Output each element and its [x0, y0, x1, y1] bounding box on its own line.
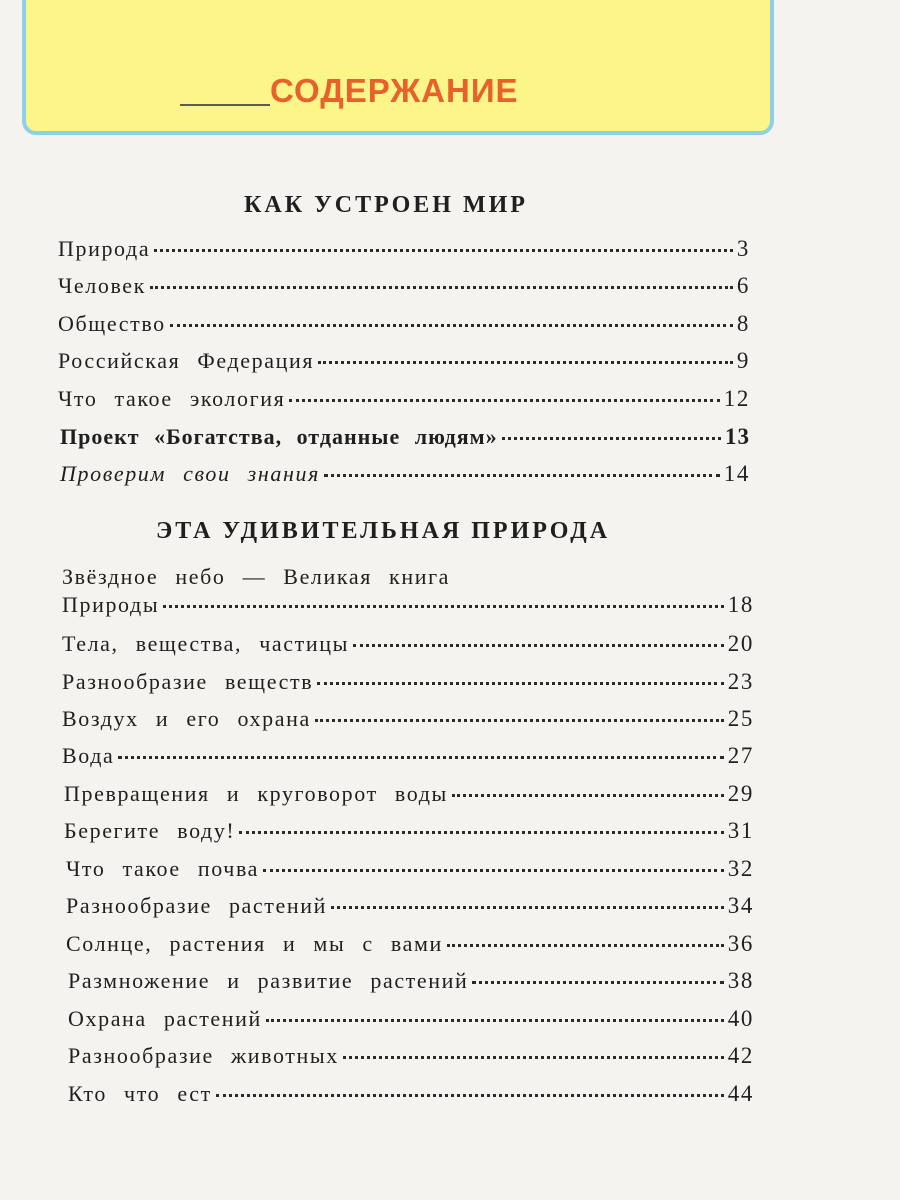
toc-entry-page: 25: [727, 706, 754, 731]
dot-leader: [318, 361, 733, 364]
toc-entry-page: 38: [727, 968, 754, 993]
dot-leader: [331, 906, 724, 909]
dot-leader: [150, 286, 733, 289]
dot-leader: [118, 756, 723, 759]
dot-leader: [315, 719, 724, 722]
toc-entry-check[interactable]: [60, 461, 750, 487]
dot-leader: [317, 682, 724, 685]
toc-entry-project[interactable]: [60, 424, 750, 450]
dot-leader: [472, 981, 723, 984]
toc-entry-page: 8: [736, 311, 750, 336]
toc-entry-title: Общество: [58, 311, 166, 336]
dot-leader: [324, 474, 720, 477]
toc-entry-title: Разнообразие растений: [66, 893, 327, 918]
toc-entry[interactable]: [68, 1081, 754, 1107]
toc-entry-title: Разнообразие веществ: [62, 669, 314, 694]
dot-leader: [154, 249, 733, 252]
toc-entry[interactable]: [62, 743, 754, 769]
dot-leader: [266, 1019, 724, 1022]
toc-entry-page: 18: [727, 592, 754, 617]
toc-entry-page: 9: [736, 348, 750, 373]
toc-entry[interactable]: [66, 893, 754, 919]
toc-entry-title: Что такое экология: [58, 386, 286, 411]
toc-entry-page: 20: [727, 631, 754, 656]
section-title-amazing-nature: ЭТА УДИВИТЕЛЬНАЯ ПРИРОДА: [156, 518, 611, 544]
toc-entry[interactable]: [66, 856, 754, 882]
toc-entry-page: 14: [723, 461, 750, 486]
dot-leader: [343, 1056, 724, 1059]
toc-entry-title: Природы: [62, 592, 160, 617]
page-title: СОДЕРЖАНИЕ: [270, 72, 519, 109]
toc-entry[interactable]: [58, 348, 750, 374]
toc-entry-page: 44: [727, 1081, 754, 1106]
toc-entry-page: 42: [727, 1043, 754, 1068]
toc-entry[interactable]: [68, 1043, 754, 1069]
toc-entry-title: Вода: [62, 743, 115, 768]
dot-leader: [353, 644, 724, 647]
toc-entry-title: Солнце, растения и мы с вами: [66, 931, 443, 956]
toc-entry-page: 40: [727, 1006, 754, 1031]
toc-entry[interactable]: [62, 631, 754, 657]
dot-leader: [263, 869, 724, 872]
toc-entry-title: Воздух и его охрана: [62, 706, 311, 731]
toc-entry-page: 32: [727, 856, 754, 881]
toc-entry[interactable]: [66, 931, 754, 957]
toc-entry[interactable]: [62, 592, 754, 618]
dot-leader: [502, 437, 721, 440]
toc-entry[interactable]: [62, 669, 754, 695]
toc-entry[interactable]: [64, 781, 754, 807]
toc-entry-title: Превращения и круговорот воды: [64, 781, 448, 806]
toc-entry-page: 34: [727, 893, 754, 918]
toc-entry-page: 23: [727, 669, 754, 694]
header-banner: [22, 0, 774, 135]
toc-entry-title: Проект «Богатства, отданные людям»: [60, 424, 498, 449]
banner-rule: [180, 104, 270, 106]
toc-entry-title: Берегите воду!: [64, 818, 236, 843]
toc-entry-page: 6: [736, 273, 750, 298]
toc-entry-title: Размножение и развитие растений: [68, 968, 469, 993]
toc-entry-title: Человек: [58, 273, 146, 298]
toc-entry[interactable]: [62, 706, 754, 732]
toc-entry-page: 12: [723, 386, 750, 411]
toc-entry-title-line1: Звёздное небо — Великая книга: [62, 564, 451, 589]
toc-entry-title: Разнообразие животных: [68, 1043, 339, 1068]
dot-leader: [216, 1094, 724, 1097]
toc-entry[interactable]: [68, 1006, 754, 1032]
toc-entry-title: Охрана растений: [68, 1006, 262, 1031]
toc-entry-title: Природа: [58, 236, 151, 261]
toc-entry-page: 13: [725, 424, 750, 449]
toc-entry-page: 31: [727, 818, 754, 843]
dot-leader: [452, 794, 724, 797]
dot-leader: [447, 944, 724, 947]
toc-entry[interactable]: [58, 311, 750, 337]
toc-entry-title: Проверим свои знания: [60, 461, 320, 486]
toc-entry[interactable]: [64, 818, 754, 844]
dot-leader: [289, 399, 720, 402]
toc-entry[interactable]: [68, 968, 754, 994]
section-title-how-world-works: КАК УСТРОЕН МИР: [244, 192, 528, 218]
toc-entry-title: Что такое почва: [66, 856, 260, 881]
toc-entry[interactable]: [58, 273, 750, 299]
toc-entry-page: 27: [727, 743, 754, 768]
dot-leader: [239, 831, 723, 834]
toc-entry-title: Российская Федерация: [58, 348, 315, 373]
toc-entry[interactable]: [58, 386, 750, 412]
toc-entry-title: Тела, вещества, частицы: [62, 631, 349, 656]
dot-leader: [170, 324, 733, 327]
toc-entry-page: 36: [727, 931, 754, 956]
toc-entry-page: 29: [727, 781, 754, 806]
dot-leader: [163, 605, 724, 608]
toc-entry-title: Кто что ест: [68, 1081, 212, 1106]
toc-entry-page: 3: [736, 236, 750, 261]
toc-entry[interactable]: [58, 236, 750, 262]
